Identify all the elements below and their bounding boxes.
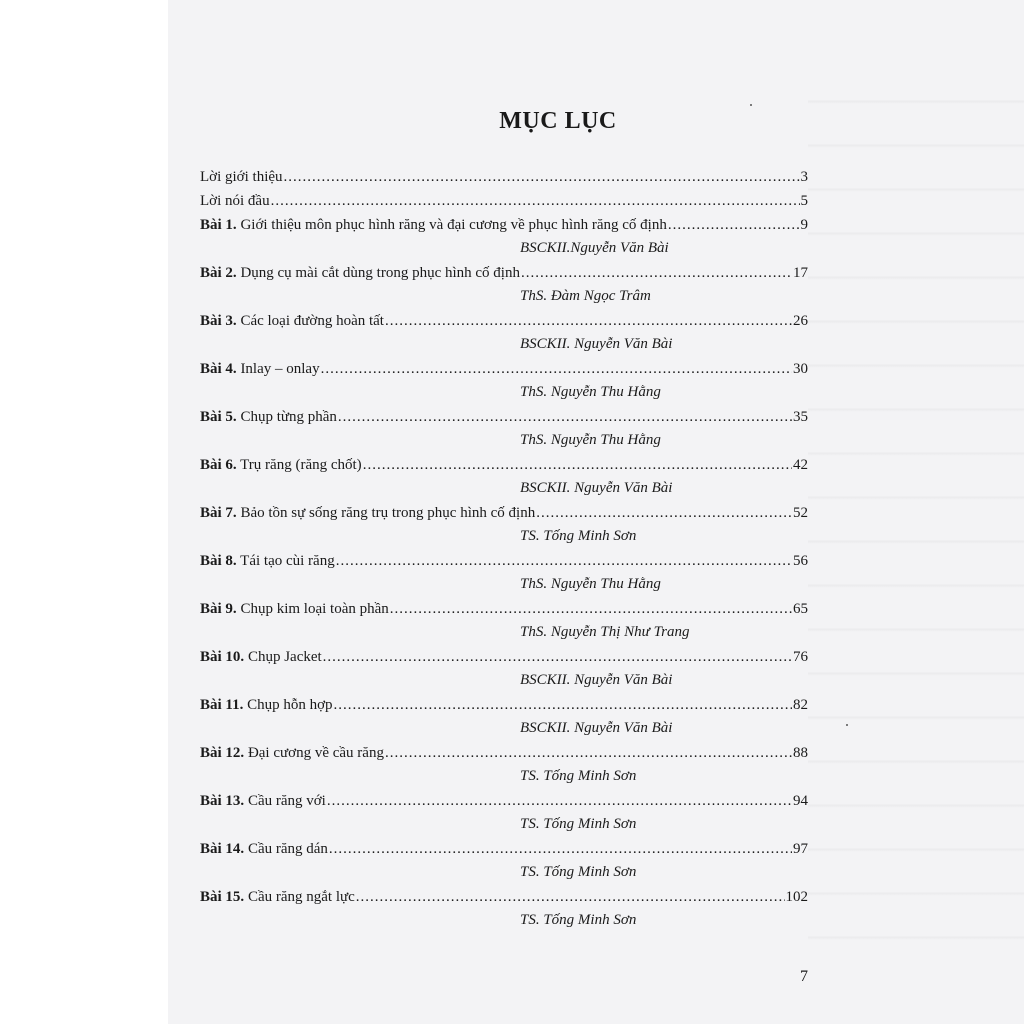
- lesson-number: Bài 14.: [200, 841, 245, 857]
- toc-entry-bai-11: [200, 693, 808, 717]
- lesson-author: BSCKII. Nguyễn Văn Bài: [520, 480, 673, 496]
- toc-entry-page: 9: [800, 217, 808, 233]
- dot-leader: [329, 837, 792, 861]
- toc-entry-title: Lời giới thiệu: [200, 169, 283, 185]
- toc-entry-page: 82: [793, 697, 808, 713]
- lesson-number: Bài 2.: [200, 265, 237, 281]
- lesson-author: BSCKII.Nguyễn Văn Bài: [520, 240, 669, 256]
- lesson-title: Chụp kim loại toàn phần: [240, 601, 389, 617]
- toc-entry-page: 56: [793, 553, 808, 569]
- toc-entry-page: 26: [793, 313, 808, 329]
- lesson-author: TS. Tống Minh Sơn: [520, 528, 637, 544]
- lesson-number: Bài 12.: [200, 745, 245, 761]
- lesson-title: Trụ răng (răng chốt): [240, 457, 362, 473]
- lesson-author: TS. Tống Minh Sơn: [520, 768, 637, 784]
- toc-entry-bai-9: [200, 597, 808, 621]
- lesson-number: Bài 1.: [200, 217, 237, 233]
- lesson-title: Giới thiệu môn phục hình răng và đại cương về phục hình răng cố định: [240, 217, 667, 233]
- toc-entry-bai-13: [200, 789, 808, 813]
- dot-leader: [336, 549, 792, 573]
- lesson-author: ThS. Nguyễn Thu Hằng: [520, 576, 661, 592]
- toc-entry-bai-4: [200, 357, 808, 381]
- lesson-author: ThS. Nguyễn Thị Như Trang: [520, 624, 690, 640]
- lesson-title: Cầu răng dán: [247, 841, 328, 857]
- dot-leader: [385, 309, 792, 333]
- lesson-title: Chụp từng phần: [240, 409, 337, 425]
- toc-entry-page: 65: [793, 601, 808, 617]
- dot-leader: [321, 357, 792, 381]
- toc-entry-bai-6: [200, 453, 808, 477]
- dot-leader: [521, 261, 792, 285]
- lesson-number: Bài 13.: [200, 793, 245, 809]
- toc-entry-bai-8: [200, 549, 808, 573]
- page-title: MỤC LỤC: [499, 108, 617, 134]
- toc-entry-title: Lời nói đầu: [200, 193, 270, 209]
- lesson-title: Tái tạo cùi răng: [240, 553, 335, 569]
- dot-leader: [334, 693, 792, 717]
- dot-leader: [327, 789, 792, 813]
- lesson-title: Đại cương về cầu răng: [247, 745, 384, 761]
- lesson-author: ThS. Nguyễn Thu Hằng: [520, 384, 661, 400]
- toc-entry-page: 5: [800, 193, 808, 209]
- toc-entry-bai-2: [200, 261, 808, 285]
- toc-entry-loi-noi-dau: [200, 189, 808, 213]
- toc-entry-page: 42: [793, 457, 808, 473]
- lesson-number: Bài 3.: [200, 313, 237, 329]
- lesson-title: Dụng cụ mài cắt dùng trong phục hình cố định: [240, 265, 520, 281]
- toc-entry-page: 30: [793, 361, 808, 377]
- dot-leader: [385, 741, 792, 765]
- toc-entry-page: 94: [793, 793, 808, 809]
- ink-speck: [846, 724, 848, 726]
- lesson-number: Bài 11.: [200, 697, 244, 713]
- lesson-number: Bài 15.: [200, 889, 245, 905]
- lesson-number: Bài 9.: [200, 601, 237, 617]
- lesson-number: Bài 6.: [200, 457, 237, 473]
- lesson-number: Bài 8.: [200, 553, 237, 569]
- toc-entry-page: 102: [785, 889, 808, 905]
- lesson-author: TS. Tống Minh Sơn: [520, 912, 637, 928]
- toc-entry-page: 52: [793, 505, 808, 521]
- lesson-title: Cầu răng với: [247, 793, 326, 809]
- dot-leader: [390, 597, 792, 621]
- toc-entry-page: 17: [793, 265, 808, 281]
- toc-entry-bai-1: [200, 213, 808, 237]
- lesson-title: Chụp Jacket: [247, 649, 322, 665]
- toc-entry-bai-5: [200, 405, 808, 429]
- toc-entry-loi-gioi-thieu: [200, 165, 808, 189]
- lesson-author: TS. Tống Minh Sơn: [520, 816, 637, 832]
- toc-entry-page: 35: [793, 409, 808, 425]
- lesson-number: Bài 4.: [200, 361, 237, 377]
- toc-entry-bai-3: [200, 309, 808, 333]
- dot-leader: [363, 453, 792, 477]
- toc-entry-bai-7: [200, 501, 808, 525]
- lesson-author: BSCKII. Nguyễn Văn Bài: [520, 672, 673, 688]
- lesson-number: Bài 10.: [200, 649, 245, 665]
- table-of-contents: [200, 165, 808, 933]
- lesson-author: TS. Tống Minh Sơn: [520, 864, 637, 880]
- bleed-through-shadow: [808, 60, 1024, 960]
- dot-leader: [536, 501, 792, 525]
- dot-leader: [284, 165, 800, 189]
- dot-leader: [323, 645, 792, 669]
- lesson-number: Bài 7.: [200, 505, 237, 521]
- dot-leader: [668, 213, 800, 237]
- page-sheet: [168, 0, 1024, 1024]
- lesson-title: Inlay – onlay: [240, 361, 320, 377]
- toc-entry-bai-15: [200, 885, 808, 909]
- lesson-title: Chụp hỗn hợp: [247, 697, 333, 713]
- dot-leader: [356, 885, 785, 909]
- toc-entry-bai-14: [200, 837, 808, 861]
- toc-entry-page: 88: [793, 745, 808, 761]
- lesson-author: ThS. Đàm Ngọc Trâm: [520, 288, 651, 304]
- lesson-author: BSCKII. Nguyễn Văn Bài: [520, 336, 673, 352]
- lesson-title: Bảo tồn sự sống răng trụ trong phục hình cố định: [240, 505, 536, 521]
- toc-entry-bai-10: [200, 645, 808, 669]
- page-number: 7: [800, 968, 808, 985]
- dot-leader: [271, 189, 800, 213]
- toc-entry-page: 3: [800, 169, 808, 185]
- toc-entry-page: 97: [793, 841, 808, 857]
- ink-speck: [750, 104, 752, 106]
- lesson-title: Cầu răng ngắt lực: [247, 889, 355, 905]
- toc-entry-bai-12: [200, 741, 808, 765]
- lesson-title: Các loại đường hoàn tất: [240, 313, 384, 329]
- toc-entry-page: 76: [793, 649, 808, 665]
- lesson-number: Bài 5.: [200, 409, 237, 425]
- dot-leader: [338, 405, 792, 429]
- lesson-author: ThS. Nguyễn Thu Hằng: [520, 432, 661, 448]
- lesson-author: BSCKII. Nguyễn Văn Bài: [520, 720, 673, 736]
